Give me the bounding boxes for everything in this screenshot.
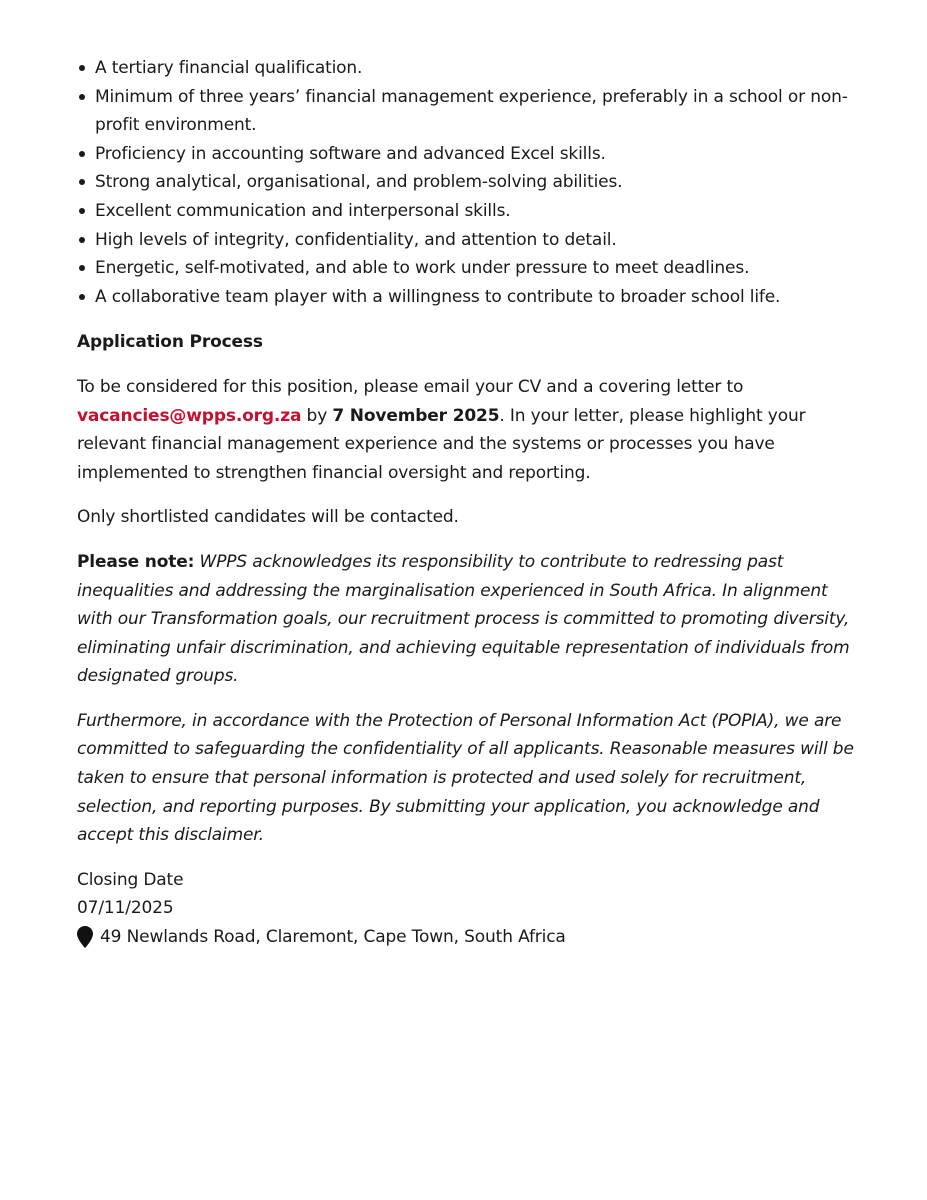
list-item xyxy=(77,254,867,283)
note-text: WPPS acknowledges its responsibility to contribute to redressing past inequalities and addressing the marginalisation experienced in South Africa. In alignment with our Transformation goals, our recruitment process is committed to promoting diversity, eliminating unfair discrimination, and achieving equitable representation of individuals from designated groups. xyxy=(77,551,850,687)
list-item xyxy=(77,83,867,140)
closing-date-label: Closing Date xyxy=(77,869,184,890)
closing-info xyxy=(77,866,867,952)
location xyxy=(77,923,867,952)
requirement-text: Excellent communication and interpersonal skills. xyxy=(95,200,511,221)
note-label: Please note: xyxy=(77,551,195,572)
requirement-text: Strong analytical, organisational, and problem-solving abilities. xyxy=(95,172,623,193)
list-item xyxy=(77,54,867,83)
bullet-icon xyxy=(79,65,85,71)
map-pin-icon xyxy=(77,926,93,948)
requirement-text: Proficiency in accounting software and advanced Excel skills. xyxy=(95,143,606,164)
bullet-icon xyxy=(79,237,85,243)
bullet-icon xyxy=(79,151,85,157)
bullet-icon xyxy=(79,179,85,185)
bullet-icon xyxy=(79,294,85,300)
email-link[interactable]: vacancies@wpps.org.za xyxy=(77,405,302,426)
requirement-text: High levels of integrity, confidentiality, and attention to detail. xyxy=(95,229,617,250)
list-item xyxy=(77,226,867,255)
map-pin-graphic xyxy=(77,926,93,948)
requirement-text: Energetic, self-motivated, and able to work under pressure to meet deadlines. xyxy=(95,258,750,279)
by-text: by xyxy=(301,405,333,426)
list-item xyxy=(77,140,867,169)
application-process-heading: Application Process xyxy=(77,332,263,353)
list-item xyxy=(77,168,867,197)
address-text: 49 Newlands Road, Claremont, Cape Town, South Africa xyxy=(100,927,566,948)
application-instructions xyxy=(77,373,867,487)
requirement-text: Minimum of three years’ financial management experience, preferably in a school or non-profit environment. xyxy=(95,86,848,136)
bullet-icon xyxy=(79,265,85,271)
instructions-text: To be considered for this position, please email your CV and a covering letter to xyxy=(77,376,744,397)
requirement-text: A collaborative team player with a willingness to contribute to broader school life. xyxy=(95,286,781,307)
shortlist-notice: Only shortlisted candidates will be contacted. xyxy=(77,507,459,528)
list-item xyxy=(77,283,867,312)
deadline-date: 7 November 2025 xyxy=(332,405,500,426)
bullet-icon xyxy=(79,94,85,100)
closing-date-value: 07/11/2025 xyxy=(77,898,174,919)
popia-disclaimer: Furthermore, in accordance with the Protection of Personal Information Act (POPIA), we are committed to safeguarding the confidentiality of all applicants. Reasonable measures will be taken to ensure that personal information is protected and used solely for recruitment, selection, and reporting purposes. By submitting your application, you acknowledge and accept this disclaimer. xyxy=(77,710,854,846)
requirements-list xyxy=(77,54,867,311)
job-description xyxy=(77,54,867,952)
list-item xyxy=(77,197,867,226)
requirement-text: A tertiary financial qualification. xyxy=(95,58,363,78)
bullet-icon xyxy=(79,208,85,214)
instructions-text-continued: . In your letter, please highlight your relevant financial management experience and the systems or processes you have implemented to strengthen financial oversight and reporting. xyxy=(77,405,806,483)
transformation-note xyxy=(77,548,867,691)
